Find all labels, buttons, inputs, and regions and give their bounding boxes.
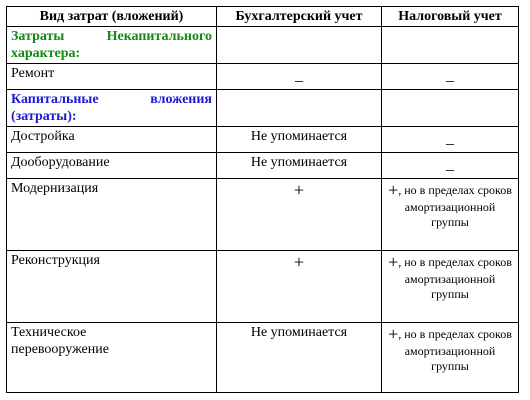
row-reequipment-tax-value: _ <box>446 156 454 173</box>
row-reconstruction-tax-sign: + <box>388 252 399 272</box>
row-repair-name: Ремонт <box>7 64 217 90</box>
table-row-reconstruction <box>7 251 519 323</box>
row-reequipment-tax <box>382 153 519 179</box>
row-retooling-tax-sign: + <box>388 324 399 344</box>
section-capital-line1: Капитальные вложения <box>11 92 212 107</box>
row-modernization-tax-sign: + <box>388 180 399 200</box>
row-reequipment-name: Дооборудование <box>7 153 217 179</box>
row-reconstruction-name: Реконструкция <box>7 251 217 323</box>
section-noncapital-acc-cell <box>217 27 382 64</box>
section-noncapital-line1: Затраты Некапитального <box>11 29 212 44</box>
row-extension-tax <box>382 127 519 153</box>
row-extension-acc: Не упоминается <box>217 127 382 153</box>
section-row-capital <box>7 90 519 127</box>
row-reequipment-acc: Не упоминается <box>217 153 382 179</box>
section-label-capital <box>7 90 217 127</box>
section-capital-tax-cell <box>382 90 519 127</box>
table-row-repair <box>7 64 519 90</box>
row-extension-name: Достройка <box>7 127 217 153</box>
section-noncapital-line2: характера: <box>11 46 81 61</box>
row-retooling-tax-note: , но в пределах сроков амортизационной группы <box>398 327 512 373</box>
section-label-noncapital <box>7 27 217 64</box>
header-row <box>7 7 519 27</box>
section-row-noncapital <box>7 27 519 64</box>
row-repair-tax <box>382 64 519 90</box>
row-retooling-name <box>7 323 217 393</box>
row-repair-acc-value: _ <box>295 67 303 84</box>
header-tax: Налоговый учет <box>382 7 519 27</box>
row-reconstruction-acc <box>217 251 382 323</box>
row-reconstruction-tax <box>382 251 519 323</box>
section-capital-acc-cell <box>217 90 382 127</box>
row-retooling-tax <box>382 323 519 393</box>
row-retooling-acc: Не упоминается <box>217 323 382 393</box>
row-modernization-acc <box>217 179 382 251</box>
table-row-reequipment <box>7 153 519 179</box>
row-retooling-name-line2: перевооружение <box>11 342 109 357</box>
row-repair-tax-value: _ <box>446 67 454 84</box>
table-row-modernization <box>7 179 519 251</box>
row-modernization-tax-note: , но в пределах сроков амортизационной группы <box>398 183 512 229</box>
section-noncapital-tax-cell <box>382 27 519 64</box>
row-retooling-name-line1: Техническое <box>11 325 87 340</box>
header-accounting: Бухгалтерский учет <box>217 7 382 27</box>
cost-table <box>6 6 519 393</box>
cost-table-container <box>6 6 519 393</box>
row-modernization-tax <box>382 179 519 251</box>
table-row-extension <box>7 127 519 153</box>
row-modernization-acc-value: + <box>293 180 305 200</box>
row-reconstruction-tax-note: , но в пределах сроков амортизационной группы <box>398 255 512 301</box>
row-reconstruction-acc-value: + <box>293 252 305 272</box>
row-repair-acc <box>217 64 382 90</box>
row-modernization-name: Модернизация <box>7 179 217 251</box>
header-cost-type: Вид затрат (вложений) <box>7 7 217 27</box>
table-row-retooling <box>7 323 519 393</box>
row-extension-tax-value: _ <box>446 130 454 147</box>
section-capital-line2: (затраты): <box>11 109 77 124</box>
